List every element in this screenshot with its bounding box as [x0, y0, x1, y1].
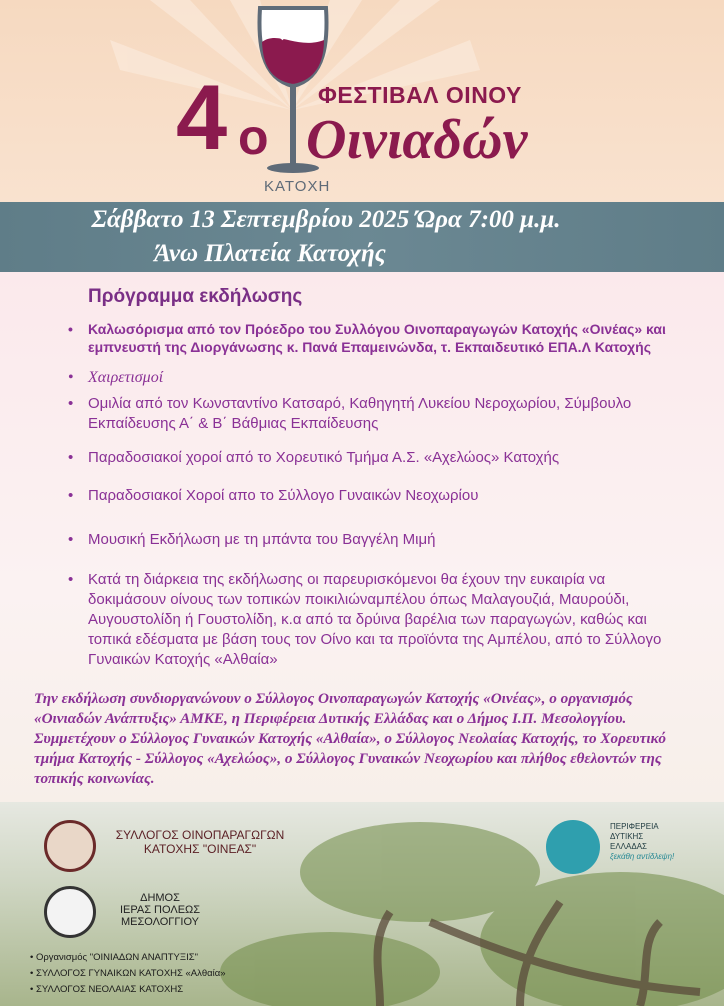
event-location: Άνω Πλατεία Κατοχής [154, 240, 386, 267]
bullet-icon: • [68, 369, 74, 386]
bullet-icon: • [68, 321, 73, 337]
organizers-paragraph: Την εκδήλωση συνδιοργανώνουν ο Σύλλογος Οινοπαραγωγών Κατοχής «Οινέας», ο οργανισμός «Οινιαδών Ανάπτυξις» ΑΜΚΕ, η Περιφέρεια Δυτικής Ελλάδας και ο Δήμος Ι.Π. Μεσολογγίου. Συμμετέχουν ο Σύλλογος Γυναικών Κατοχής «Αλθαία», ο Σύλλογος Νεολαίας Κατοχής, το Χορευτικό τμήμα Κατοχής - Σύλλογος «Αχελώος», ο Σύλλογος Γυναικών Νεοχωρίου και πλήθος εθελοντών της τοπικής κοινωνίας. [34, 690, 666, 787]
program-section [0, 272, 724, 802]
festival-place: ΚΑΤΟΧΗ [264, 178, 331, 195]
list-item: • ΣΥΛΛΟΓΟΣ ΓΥΝΑΙΚΩΝ ΚΑΤΟΧΗΣ «Αλθαία» [30, 968, 226, 979]
bullet-icon: • [68, 571, 74, 588]
program-title: Πρόγραμμα εκδήλωσης [88, 286, 303, 307]
event-date-time: Σάββατο 13 Σεπτεμβρίου 2025 Ώρα 7:00 μ.μ. [91, 206, 561, 233]
program-item: • Κατά τη διάρκεια της εκδήλωσης οι παρευρισκόμενοι θα έχουν την ευκαιρία να δοκιμάσουν οίνους των τοπικών ποικιλιώναμπέλου όπως Μαλαγουζιά, Μαυρούδι, Αυγουστολίδη ή Γουστολίδη, κ.α από τα δρύινα βαρέλια των παραγωγών, καθώς και τοπικά εδέσματα με βάση τους τον Οίνο και τα προϊόντα της Αμπέλου, από το Σύλλογο Γυναικών Κατοχής «Αλθαία» [68, 571, 662, 668]
footer-sponsors [0, 802, 724, 1006]
program-item: • Παραδοσιακοί Χοροί απο το Σύλλογο Γυναικών Νεοχωρίου [68, 487, 479, 504]
festival-ordinal: ο [238, 109, 269, 165]
list-item: • ΣΥΛΛΟΓΟΣ ΝΕΟΛΑΙΑΣ ΚΑΤΟΧΗΣ [30, 984, 184, 995]
date-banner [0, 202, 724, 272]
program-item: • Χαιρετισμοί [68, 369, 164, 386]
festival-header [0, 0, 724, 202]
bullet-icon: • [68, 449, 74, 466]
participants-list [30, 950, 226, 998]
region-logo-icon [546, 820, 600, 874]
bullet-icon: • [68, 531, 74, 548]
festival-number: 4 [176, 67, 228, 169]
dimos-emblem-icon [44, 886, 96, 938]
program-item: • Μουσική Εκδήλωση με τη μπάντα του Βαγγέλη Μιμή [68, 531, 436, 548]
festival-title: Οινιαδών [306, 109, 528, 171]
bullet-icon: • [68, 487, 74, 504]
festival-subtitle: ΦΕΣΤΙΒΑΛ ΟΙΝΟΥ [318, 82, 522, 108]
oineas-name: ΣΥΛΛΟΓΟΣ ΟΙΝΟΠΑΡΑΓΩΓΩΝ ΚΑΤΟΧΗΣ "ΟΙΝΕΑΣ" [115, 828, 285, 856]
program-item: • Ομιλία από τον Κωνσταντίνο Κατσαρό, Καθηγητή Λυκείου Νεροχωρίου, Σύμβουλο Εκπαίδευσης Α΄ & Β΄ Βάθμιας Εκπαίδευσης [68, 395, 632, 432]
oineas-logo-icon [44, 820, 96, 872]
bullet-icon: • [68, 395, 74, 412]
list-item: • Οργανισμός "ΟΙΝΙΑΔΩΝ ΑΝΑΠΤΥΞΙΣ" [30, 952, 198, 963]
program-item: • Παραδοσιακοί χοροί από το Χορευτικό Τμήμα Α.Σ. «Αχελώος» Κατοχής [68, 449, 560, 466]
region-name: ΠΕΡΙΦΕΡΕΙΑ ΔΥΤΙΚΗΣ ΕΛΛΑΔΑΣ ξεκάθη αντίδλεψη! [610, 822, 675, 861]
program-item: • Καλωσόρισμα από τον Πρόεδρο του Συλλόγου Οινοπαραγωγών Κατοχής «Οινέας» και εμπνευστή της Διοργάνωσης κ. Πανά Επαμεινώνδα, τ. Εκπαιδευτικό ΕΠΑ.Λ Κατοχής [68, 321, 666, 355]
dimos-name: ΔΗΜΟΣ ΙΕΡΑΣ ΠΟΛΕΩΣ ΜΕΣΟΛΟΓΓΙΟΥ [119, 892, 201, 928]
